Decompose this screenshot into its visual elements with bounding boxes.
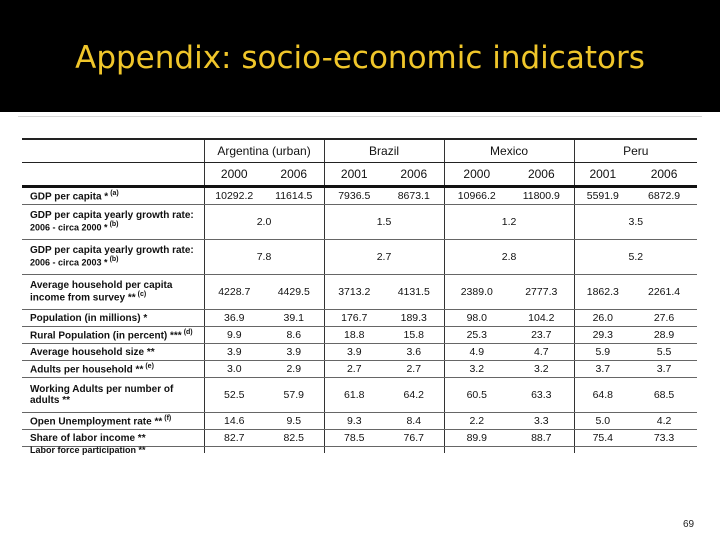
row-label-text: Average household size ** xyxy=(30,346,155,358)
table-cell: 39.1 xyxy=(264,310,324,327)
table-cell: 26.0 xyxy=(574,310,631,327)
table-cell: 98.0 xyxy=(444,310,509,327)
table-cell: 3.2 xyxy=(444,361,509,378)
year-header-row xyxy=(22,163,697,187)
table-cell: 2389.0 xyxy=(444,275,509,310)
table-cell: 73.3 xyxy=(631,430,697,447)
table-cell: 78.5 xyxy=(324,430,384,447)
table-cell: 27.6 xyxy=(631,310,697,327)
table-cell: 18.8 xyxy=(324,327,384,344)
table-cell: 4.9 xyxy=(444,344,509,361)
table-cell: 2.0 xyxy=(204,205,324,240)
row-note: (b) xyxy=(109,221,119,229)
row-label-text: Working Adults per number of xyxy=(30,384,174,395)
table-cell: 75.4 xyxy=(574,430,631,447)
title-divider xyxy=(18,116,702,117)
table-row xyxy=(22,447,697,454)
table-cell: 68.5 xyxy=(631,378,697,413)
row-label xyxy=(22,327,204,344)
table-row xyxy=(22,187,697,205)
table-cell: 3.3 xyxy=(509,413,574,430)
table-row xyxy=(22,378,697,413)
row-note: (f) xyxy=(164,414,172,422)
country-header: Peru xyxy=(574,139,697,163)
row-note: (d) xyxy=(183,328,193,336)
table-cell: 7936.5 xyxy=(324,187,384,205)
table-cell: 10292.2 xyxy=(204,187,264,205)
row-label xyxy=(22,413,204,430)
table-cell: 4228.7 xyxy=(204,275,264,310)
table-cell: 2.7 xyxy=(324,361,384,378)
table-cell: 82.7 xyxy=(204,430,264,447)
table-cell: 2.8 xyxy=(444,240,574,275)
row-label xyxy=(22,430,204,447)
table-cell: 23.7 xyxy=(509,327,574,344)
row-label-text: Open Unemployment rate ** xyxy=(30,416,163,428)
indicator-table-container xyxy=(22,138,697,455)
corner-cell xyxy=(22,139,204,163)
row-label xyxy=(22,275,204,310)
table-cell: 5591.9 xyxy=(574,187,631,205)
row-label-text: GDP per capita * xyxy=(30,191,109,203)
table-cell: 4429.5 xyxy=(264,275,324,310)
table-cell: 1862.3 xyxy=(574,275,631,310)
table-cell: 5.0 xyxy=(574,413,631,430)
table-cell xyxy=(384,447,444,454)
row-label xyxy=(22,344,204,361)
table-cell: 3.0 xyxy=(204,361,264,378)
country-header-row xyxy=(22,139,697,163)
table-cell: 60.5 xyxy=(444,378,509,413)
table-row xyxy=(22,275,697,310)
table-cell: 64.8 xyxy=(574,378,631,413)
table-cell: 11800.9 xyxy=(509,187,574,205)
year-header: 2006 xyxy=(264,163,324,187)
table-row xyxy=(22,327,697,344)
table-cell: 10966.2 xyxy=(444,187,509,205)
year-header: 2001 xyxy=(324,163,384,187)
corner-cell xyxy=(22,163,204,187)
row-label-text: 2006 - circa 2000 * xyxy=(30,222,108,233)
table-cell: 2.2 xyxy=(444,413,509,430)
table-cell: 82.5 xyxy=(264,430,324,447)
row-label xyxy=(22,240,204,275)
table-cell: 8673.1 xyxy=(384,187,444,205)
table-cell: 25.3 xyxy=(444,327,509,344)
table-cell: 29.3 xyxy=(574,327,631,344)
table-cell: 15.8 xyxy=(384,327,444,344)
year-header: 2006 xyxy=(509,163,574,187)
table-cell: 9.3 xyxy=(324,413,384,430)
table-cell: 63.3 xyxy=(509,378,574,413)
row-label xyxy=(22,447,204,454)
table-cell xyxy=(264,447,324,454)
table-cell: 6872.9 xyxy=(631,187,697,205)
row-label-text: GDP per capita yearly growth rate: xyxy=(30,210,194,222)
table-cell: 4.7 xyxy=(509,344,574,361)
indicator-table xyxy=(22,138,697,453)
row-note: (b) xyxy=(109,256,119,264)
row-label xyxy=(22,378,204,413)
table-cell: 9.5 xyxy=(264,413,324,430)
table-cell: 1.2 xyxy=(444,205,574,240)
row-label-text: Average household per capita xyxy=(30,280,173,292)
page-number: 69 xyxy=(683,519,695,530)
table-cell: 3.9 xyxy=(204,344,264,361)
table-cell xyxy=(509,447,574,454)
table-cell: 3.7 xyxy=(574,361,631,378)
table-cell: 3.9 xyxy=(264,344,324,361)
table-cell: 2.7 xyxy=(324,240,444,275)
table-cell: 3.7 xyxy=(631,361,697,378)
table-cell: 5.9 xyxy=(574,344,631,361)
table-cell: 28.9 xyxy=(631,327,697,344)
table-cell: 61.8 xyxy=(324,378,384,413)
table-cell: 2261.4 xyxy=(631,275,697,310)
table-cell: 11614.5 xyxy=(264,187,324,205)
table-cell: 2777.3 xyxy=(509,275,574,310)
row-label-text: 2006 - circa 2003 * xyxy=(30,257,108,268)
table-cell: 3.2 xyxy=(509,361,574,378)
table-cell: 1.5 xyxy=(324,205,444,240)
table-cell xyxy=(574,447,631,454)
row-label xyxy=(22,187,204,205)
table-cell: 89.9 xyxy=(444,430,509,447)
table-cell: 57.9 xyxy=(264,378,324,413)
year-header: 2000 xyxy=(444,163,509,187)
table-cell: 5.5 xyxy=(631,344,697,361)
row-label-text: Rural Population (in percent) *** xyxy=(30,330,182,342)
table-cell: 7.8 xyxy=(204,240,324,275)
year-header: 2000 xyxy=(204,163,264,187)
row-label-text: GDP per capita yearly growth rate: xyxy=(30,245,194,257)
table-cell: 3.9 xyxy=(324,344,384,361)
country-header: Argentina (urban) xyxy=(204,139,324,163)
table-cell: 189.3 xyxy=(384,310,444,327)
row-label xyxy=(22,310,204,327)
table-cell xyxy=(631,447,697,454)
row-label-text: income from survey ** xyxy=(30,292,136,304)
table-cell: 5.2 xyxy=(574,240,697,275)
row-label-text: Labor force participation ** xyxy=(30,445,146,455)
table-cell: 76.7 xyxy=(384,430,444,447)
table-cell: 9.9 xyxy=(204,327,264,344)
table-row xyxy=(22,344,697,361)
table-body xyxy=(22,187,697,454)
table-cell: 8.4 xyxy=(384,413,444,430)
row-label-text: adults ** xyxy=(30,395,71,406)
row-note: (c) xyxy=(137,291,147,299)
slide-title: Appendix: socio-economic indicators xyxy=(75,40,645,76)
row-label-text: Share of labor income ** xyxy=(30,432,146,444)
country-header: Mexico xyxy=(444,139,574,163)
table-cell xyxy=(324,447,384,454)
table-cell: 3.5 xyxy=(574,205,697,240)
table-cell xyxy=(444,447,509,454)
year-header: 2006 xyxy=(384,163,444,187)
row-note: (a) xyxy=(110,189,119,197)
table-row xyxy=(22,205,697,240)
year-header: 2001 xyxy=(574,163,631,187)
table-row xyxy=(22,240,697,275)
table-row xyxy=(22,430,697,447)
row-label xyxy=(22,361,204,378)
table-cell: 36.9 xyxy=(204,310,264,327)
country-header: Brazil xyxy=(324,139,444,163)
table-cell: 2.7 xyxy=(384,361,444,378)
year-header: 2006 xyxy=(631,163,697,187)
table-cell: 8.6 xyxy=(264,327,324,344)
table-row xyxy=(22,361,697,378)
row-label-text: Population (in millions) * xyxy=(30,312,148,324)
table-cell: 52.5 xyxy=(204,378,264,413)
table-cell: 64.2 xyxy=(384,378,444,413)
table-cell xyxy=(204,447,264,454)
table-cell: 176.7 xyxy=(324,310,384,327)
table-cell: 4.2 xyxy=(631,413,697,430)
table-cell: 3713.2 xyxy=(324,275,384,310)
table-row xyxy=(22,310,697,327)
table-cell: 3.6 xyxy=(384,344,444,361)
table-cell: 4131.5 xyxy=(384,275,444,310)
table-cell: 104.2 xyxy=(509,310,574,327)
row-note: (e) xyxy=(145,362,154,370)
table-cell: 14.6 xyxy=(204,413,264,430)
row-label-text: Adults per household ** xyxy=(30,364,144,376)
table-row xyxy=(22,413,697,430)
table-cell: 88.7 xyxy=(509,430,574,447)
row-label xyxy=(22,205,204,240)
table-cell: 2.9 xyxy=(264,361,324,378)
